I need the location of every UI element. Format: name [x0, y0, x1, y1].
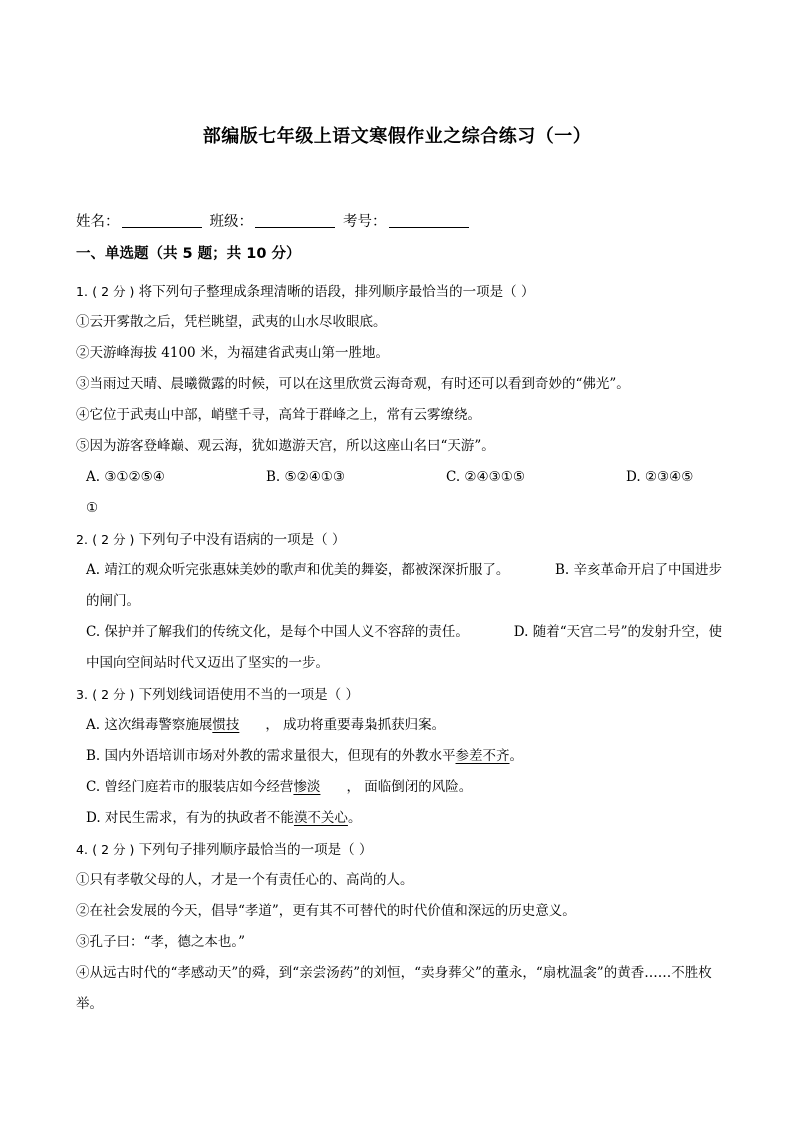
section-title-single-choice: 一、单选题（共 5 题；共 10 分） — [76, 246, 301, 262]
option-a-text-end: ， 成功将重要毒枭抓获归案。 — [265, 717, 446, 733]
question-1-sentence-4: ④它位于武夷山中部，峭壁千寻，高耸于群峰之上，常有云雾缭绕。 — [76, 407, 481, 423]
question-1-sentence-1: ①云开雾散之后，凭栏眺望，武夷的山水尽收眼底。 — [76, 314, 387, 330]
question-4-sentence-2: ②在社会发展的今天，倡导“孝道”，更有其不可替代的时代价值和深远的历史意义。 — [76, 903, 576, 919]
question-score: ( 2 分 ) — [92, 842, 135, 857]
option-d[interactable]: D. ②③④⑤ — [626, 469, 694, 485]
class-blank[interactable] — [255, 213, 335, 228]
question-text: 下列划线词语使用不当的一项是（ ） — [138, 687, 359, 703]
question-4-sentence-3: ③孔子曰：“孝，德之本也。” — [76, 934, 246, 950]
question-number: 2. — [76, 532, 88, 547]
question-number: 4. — [76, 842, 88, 857]
option-d-text-end: 。 — [347, 810, 362, 826]
question-score: ( 2 分 ) — [92, 532, 135, 547]
questions-content — [76, 276, 722, 1020]
option-d[interactable]: D. 随着“天宫二号”的发射升空，使 — [513, 624, 722, 640]
question-1-sentence-2: ②天游峰海拔 4100 米，为福建省武夷山第一胜地。 — [76, 345, 389, 361]
option-a-underlined-word: 惯技 — [212, 717, 240, 733]
option-b[interactable]: B. 辛亥革命开启了中国进步 — [554, 562, 722, 578]
question-4-sentence-4: ④从远古时代的“孝感动天”的舜，到“亲尝汤药”的刘恒，“卖身葬父”的董永，“扇枕温衾”的黄香……不胜枚 — [76, 965, 712, 981]
option-b[interactable] — [76, 741, 722, 772]
option-d-text: D. 对民生需求，有为的执政者不能 — [86, 810, 294, 826]
question-1-stem — [76, 276, 722, 307]
page-title: 部编版七年级上语文寒假作业之综合练习（一） — [202, 126, 592, 147]
name-label: 姓名： — [76, 214, 120, 230]
option-c-text-end: ， 面临倒闭的风险。 — [346, 779, 473, 795]
question-text: 下列句子中没有语病的一项是（ ） — [138, 532, 346, 548]
question-text: 下列句子排列顺序最恰当的一项是（ ） — [138, 842, 373, 858]
option-c[interactable] — [76, 772, 722, 803]
option-c[interactable]: C. 保护并了解我们的传统文化，是每个中国人义不容辞的责任。 — [86, 624, 469, 640]
question-4-stem — [76, 834, 722, 865]
question-2-stem — [76, 524, 722, 555]
question-4-sentence-1: ①只有孝敬父母的人，才是一个有责任心的、高尚的人。 — [76, 872, 414, 888]
exam-number-label: 考号： — [343, 214, 387, 230]
question-4-sentence-4-continuation: 举。 — [76, 996, 103, 1012]
option-b-text: B. 国内外语培训市场对外教的需求量很大，但现有的外教水平 — [86, 748, 456, 764]
option-b-text-end: 。 — [509, 748, 524, 764]
name-blank[interactable] — [122, 213, 202, 228]
question-1-sentence-5: ⑤因为游客登峰巅、观云海，犹如遨游天宫，所以这座山名曰“天游”。 — [76, 438, 495, 454]
option-d-continuation: 中国向空间站时代又迈出了坚实的一步。 — [86, 655, 329, 671]
option-b-underlined-word: 参差不齐 — [455, 748, 510, 764]
option-a[interactable]: A. ③①②⑤④ — [86, 469, 165, 485]
question-number: 1. — [76, 284, 88, 299]
question-score: ( 2 分 ) — [92, 687, 135, 702]
question-1-options — [76, 462, 722, 493]
question-score: ( 2 分 ) — [92, 284, 135, 299]
question-3-stem — [76, 679, 722, 710]
question-2-options-ab — [76, 555, 722, 586]
option-b-continuation: 的闸门。 — [86, 593, 140, 609]
option-a-text: A. 这次缉毒警察施展 — [86, 717, 213, 733]
option-a[interactable] — [76, 710, 722, 741]
option-d-underlined-word: 漠不关心 — [293, 810, 348, 826]
student-info-row — [76, 210, 716, 231]
question-number: 3. — [76, 687, 88, 702]
option-c-text: C. 曾经门庭若市的服装店如今经营 — [86, 779, 294, 795]
option-b[interactable]: B. ⑤②④①③ — [266, 469, 346, 485]
option-a[interactable]: A. 靖江的观众听完张惠妹美妙的歌声和优美的舞姿，都被深深折服了。 — [86, 562, 510, 578]
option-d[interactable] — [76, 803, 722, 834]
question-text: 将下列句子整理成条理清晰的语段，排列顺序最恰当的一项是（ ） — [138, 284, 535, 300]
question-1-sentence-3: ③当雨过天晴、晨曦微露的时候，可以在这里欣赏云海奇观，有时还可以看到奇妙的“佛光”。 — [76, 376, 630, 392]
exam-number-blank[interactable] — [389, 213, 469, 228]
option-c-underlined-word: 惨淡 — [293, 779, 321, 795]
option-c[interactable]: C. ②④③①⑤ — [446, 469, 525, 485]
question-2-options-cd — [76, 617, 722, 648]
class-label: 班级： — [209, 214, 253, 230]
option-d-continuation: ① — [86, 500, 99, 516]
